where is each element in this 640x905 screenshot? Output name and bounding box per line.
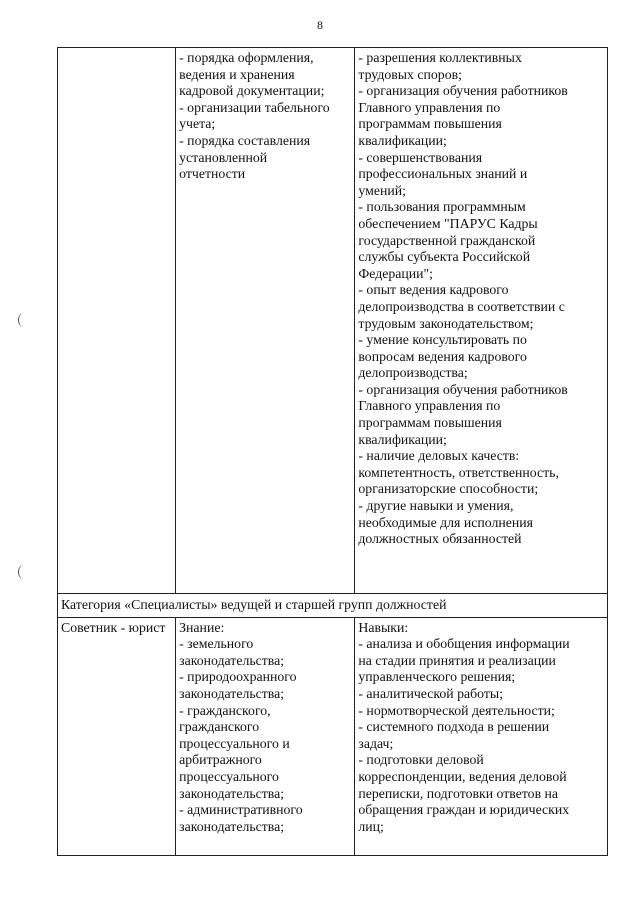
position-text: Советник - юрист [61, 619, 166, 635]
table-row [58, 48, 608, 594]
category-cell [58, 594, 608, 618]
skills-cell [355, 617, 608, 855]
position-cell [58, 617, 176, 855]
knowledge-text: Знание: - земельного законодательства; - природоохранного законодательства; - гражданского, гражданского процессуального и арбитражного процессуального законодательства; - административного законодательства; [179, 619, 303, 834]
table-row [58, 594, 608, 618]
knowledge-text: - порядка оформления, ведения и хранения кадровой документации; - организации табельного учета; - порядка составления установленной отчетности [179, 50, 330, 182]
skills-text: Навыки: - анализа и обобщения информации на стадии принятия и реализации управленческого решения; - аналитической работы; - нормотворческой деятельности; - системного подхода в решении задач; - подготовки деловой корреспонденции, ведения деловой переписки, подготовки ответов на обращения граждан и юридических лиц; [358, 619, 570, 834]
category-heading: Категория «Специалисты» ведущей и старшей групп должностей [61, 597, 447, 612]
table-row [58, 617, 608, 855]
skills-cell [355, 48, 608, 594]
knowledge-cell [176, 617, 355, 855]
punch-hole-mark [18, 565, 29, 579]
knowledge-cell [176, 48, 355, 594]
qualification-table [57, 47, 608, 856]
page-number: 8 [317, 18, 323, 32]
skills-text: - разрешения коллективных трудовых споров; - организация обучения работников Главного управления по программам повышения квалификации; - совершенствования профессиональных знаний и умений; - пользования программным обеспечением "ПАРУС Кадры государственной гражданской службы субъекта Российской Федерации"; - опыт ведения кадрового делопроизводства в соответствии с трудовым законодательством; - умение консультировать по вопросам ведения кадрового делопроизводства; - организация обучения работников Главного управления по программам повышения квалификации; - наличие деловых качеств: компетентность, ответственность, организаторские способности; - другие навыки и умения, необходимые для исполнения должностных обязанностей [358, 50, 568, 547]
position-cell [58, 48, 176, 594]
punch-hole-mark [18, 313, 29, 327]
